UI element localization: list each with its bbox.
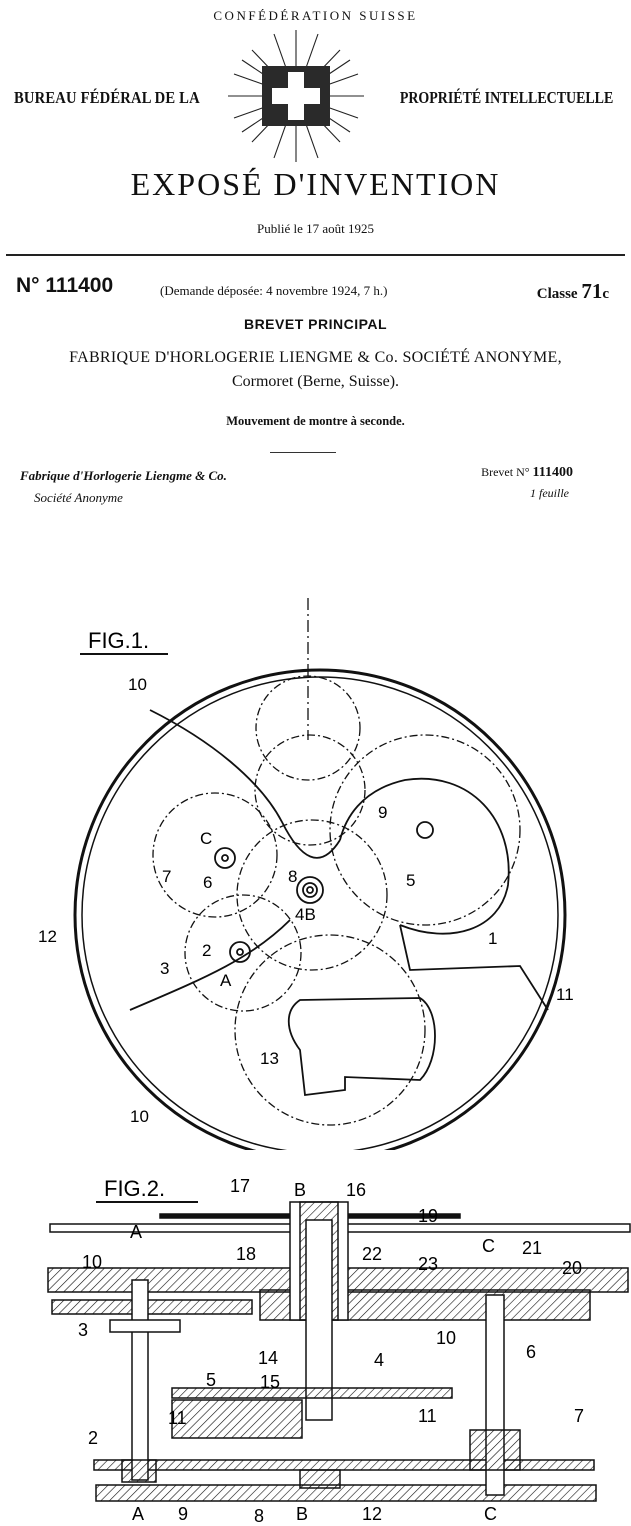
fig2-callout: 11	[418, 1406, 437, 1426]
header-divider	[6, 254, 625, 256]
patent-type: BREVET PRINCIPAL	[243, 316, 388, 332]
fig2-callout: 19	[418, 1206, 439, 1226]
applicant-location: Cormoret (Berne, Suisse).	[231, 373, 400, 390]
sheet-patent-number	[481, 465, 573, 481]
fig1-callout: C	[200, 829, 213, 848]
section-divider	[270, 452, 336, 453]
fig1-callout: 9	[378, 803, 388, 822]
fig2-callout: 15	[260, 1372, 281, 1392]
sheet-applicant-line2: Société Anonyme	[34, 490, 123, 505]
fig1-callout: 2	[202, 941, 212, 960]
fig2-callout: 23	[418, 1254, 439, 1274]
fig2-callout: 22	[362, 1244, 383, 1264]
fig1-callout: A	[220, 971, 232, 990]
fig2-callout: A	[130, 1222, 143, 1242]
figure-1-drawing	[0, 590, 631, 1150]
fig1-callout: 4B	[295, 905, 316, 924]
fig2-callout: 14	[258, 1348, 279, 1368]
fig2-label: FIG.2.	[104, 1176, 166, 1201]
fig2-callout: 21	[522, 1238, 543, 1258]
fig2-callout: 6	[526, 1342, 537, 1362]
fig1-callout: 5	[406, 871, 416, 890]
fig2-callout: 17	[230, 1176, 251, 1196]
sheet-count: 1 feuille	[530, 486, 569, 500]
class-label: Classe	[536, 286, 578, 302]
fig1-callout: 8	[288, 867, 298, 886]
sheet-applicant-line1: Fabrique d'Horlogerie Liengme & Co.	[20, 468, 227, 483]
publication-date: Publié le 17 août 1925	[257, 221, 374, 236]
fig1-callout: 6	[203, 873, 213, 892]
fig2-callout: 16	[346, 1180, 367, 1200]
fig1-callout: 1	[488, 929, 498, 948]
fig2-callout: A	[132, 1504, 145, 1524]
fig2-callout: 2	[88, 1428, 99, 1448]
fig2-callout: B	[294, 1180, 307, 1200]
fig2-callout: B	[296, 1504, 309, 1524]
fig2-callout: 7	[574, 1406, 585, 1426]
fig2-callout: 8	[254, 1506, 265, 1526]
class-suffix: c	[602, 286, 609, 302]
class-number: 71	[581, 279, 603, 303]
swiss-cross-emblem-icon	[216, 26, 376, 166]
fig2-callout: 11	[168, 1408, 187, 1428]
fig2-callout: 20	[562, 1258, 583, 1278]
fig1-callout: 10	[128, 675, 147, 694]
invention-subject: Mouvement de montre à seconde.	[226, 414, 405, 428]
bureau-left-heading: BUREAU FÉDÉRAL DE LA	[14, 88, 200, 107]
fig1-callout: 10	[130, 1107, 149, 1126]
fig1-callout: 11	[556, 985, 574, 1004]
filing-date: (Demande déposée: 4 novembre 1924, 7 h.)	[160, 283, 388, 298]
fig2-callout: 18	[236, 1244, 257, 1264]
sheet-brevet-number: 111400	[532, 465, 573, 480]
bureau-right-heading: PROPRIÉTÉ INTELLECTUELLE	[399, 88, 613, 107]
fig2-callout: 5	[206, 1370, 217, 1390]
fig1-callout: 13	[260, 1049, 279, 1068]
fig1-label: FIG.1.	[88, 628, 150, 653]
patent-number: N° 111400	[16, 274, 114, 297]
fig1-callout: 12	[38, 927, 57, 946]
fig2-callout: 4	[374, 1350, 385, 1370]
fig2-callout: C	[482, 1236, 495, 1256]
figure-2-drawing	[0, 1160, 631, 1526]
applicant-name: FABRIQUE D'HORLOGERIE LIENGME & Co. SOCIÉTÉ ANONYME,	[69, 349, 562, 366]
fig2-callout: 10	[82, 1252, 103, 1272]
document-title: EXPOSÉ D'INVENTION	[130, 166, 501, 202]
fig1-callout: 7	[162, 867, 172, 886]
patent-class	[537, 279, 609, 304]
fig2-callout: 3	[78, 1320, 89, 1340]
sheet-brevet-label: Brevet N°	[481, 465, 530, 479]
fig2-callout: 12	[362, 1504, 383, 1524]
fig2-callout: 10	[436, 1328, 457, 1348]
fig2-callout: C	[484, 1504, 497, 1524]
fig2-callout: 9	[178, 1504, 189, 1524]
fig1-callout: 3	[160, 959, 170, 978]
confederation-heading: CONFÉDÉRATION SUISSE	[213, 8, 418, 23]
